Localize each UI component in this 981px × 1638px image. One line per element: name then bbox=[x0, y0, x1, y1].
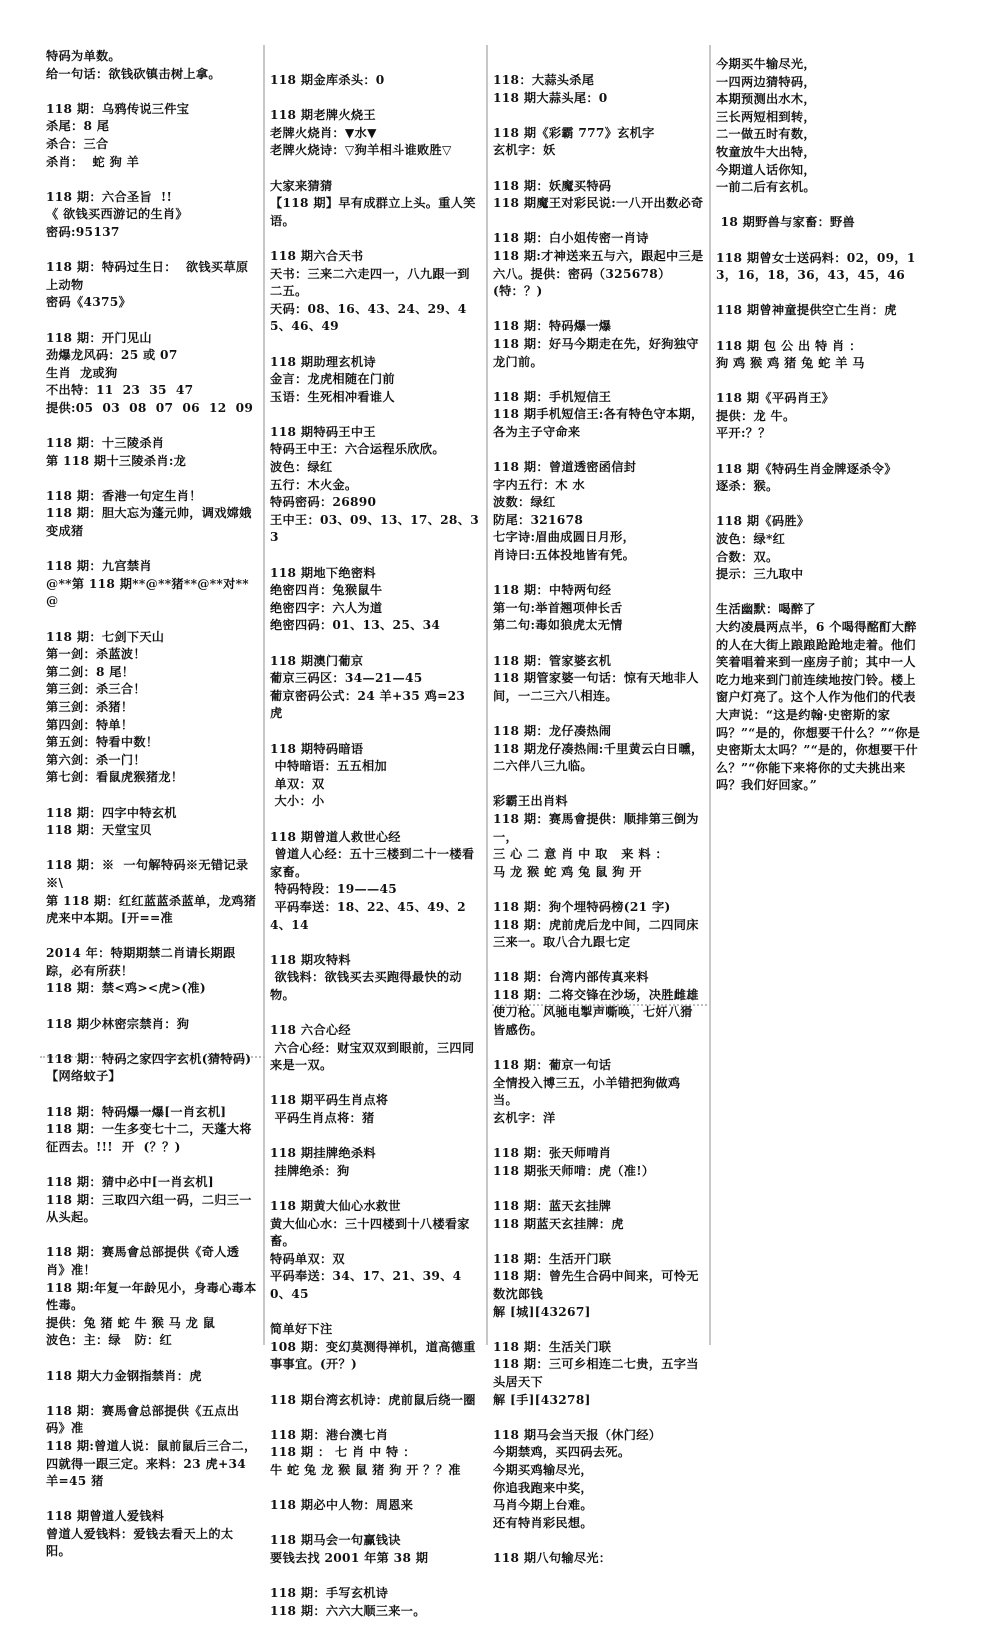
column-divider bbox=[486, 45, 488, 1345]
entry-heading: 118 期《平码肖王》 bbox=[716, 391, 835, 406]
text-entry bbox=[270, 741, 482, 811]
entry-line: 防尾：321678 bbox=[493, 512, 584, 527]
entry-heading: 118 期少林密宗禁肖：狗 bbox=[46, 1016, 190, 1031]
text-entry bbox=[493, 1251, 705, 1321]
text-entry bbox=[493, 723, 705, 776]
text-entry bbox=[493, 653, 705, 706]
entry-line: 老牌火烧肖：▼水▼ bbox=[270, 125, 377, 140]
text-entry bbox=[46, 1104, 258, 1157]
entry-heading: 118 期台湾玄机诗：虎前鼠后绕一圈 bbox=[270, 1392, 476, 1407]
entry-line: 劲爆龙风码：25 或 07 bbox=[46, 348, 178, 363]
entry-line: 马 龙 猴 蛇 鸡 兔 鼠 狗 开 bbox=[493, 864, 642, 879]
entry-line: 118 期：好马今期走在先，好狗独守龙门前。 bbox=[493, 336, 699, 369]
entry-line: 七字诗:眉曲成圆日月形， bbox=[493, 530, 636, 545]
entry-line: 老牌火烧诗：▽狗羊相斗谁败胜▽ bbox=[270, 143, 452, 158]
entry-line: 马肖今期上台难。 bbox=[493, 1498, 593, 1513]
entry-line: 波数：绿红 bbox=[493, 495, 556, 510]
entry-heading: 2014 年：特期期禁二肖请长期跟踪，必有所获！ bbox=[46, 946, 236, 978]
text-entry bbox=[270, 1022, 482, 1075]
entry-line: 118 期张天师啃：虎（准!） bbox=[493, 1163, 655, 1178]
entry-heading: 118 期：港台澳七肖 bbox=[270, 1427, 389, 1442]
entry-line: 118 期:曾道人说：鼠前鼠后三合二，四就得一跟三定。来料：23 虎+34 羊=45 猪 bbox=[46, 1438, 257, 1489]
text-entry bbox=[46, 805, 258, 840]
entry-line: 一前二后有玄机。 bbox=[716, 180, 816, 195]
entry-line: 118 期：曾先生合码中间来，可怜无数沈郎钱 bbox=[493, 1269, 699, 1301]
entry-line: 118 期大蒜头尾：0 bbox=[493, 90, 608, 105]
text-entry bbox=[716, 250, 928, 285]
entry-line: 杀肖： 蛇 狗 羊 bbox=[46, 154, 140, 169]
text-entry bbox=[46, 330, 258, 418]
entry-line: @**第 118 期**@**猪**@**对**@ bbox=[46, 576, 249, 609]
entry-line: 曾道人爱钱料：爱钱去看天上的太阳。 bbox=[46, 1526, 234, 1559]
entry-heading: 118 期曾神童提供空亡生肖：虎 bbox=[716, 303, 897, 318]
entry-line: 葡京三码区：34—21—45 bbox=[270, 671, 423, 686]
entry-heading: 118 期：六合圣旨 !! bbox=[46, 189, 173, 204]
entry-heading: 118 期：妖魔买特码 bbox=[493, 178, 612, 193]
entry-heading: 118 期：管家婆玄机 bbox=[493, 653, 612, 668]
text-entry bbox=[716, 461, 928, 496]
entry-line: 平码奉送：18、22、45、49、24、14 bbox=[270, 899, 466, 932]
entry-heading: 118 期：特码之家四字玄机(猜特码) bbox=[46, 1051, 252, 1066]
entry-line: 密码:95137 bbox=[46, 224, 120, 239]
entry-heading: 大家来猜猜 bbox=[270, 178, 333, 193]
entry-line: 118 期：赛馬會提供：顺排第三倒为一， bbox=[493, 811, 699, 844]
text-entry bbox=[46, 48, 258, 83]
entry-line: 第一剑：杀蓝波！ bbox=[46, 647, 146, 662]
entry-line: 密码《4375》 bbox=[46, 295, 132, 310]
text-entry bbox=[270, 1198, 482, 1304]
entry-heading: 118 期：曾道透密函信封 bbox=[493, 460, 637, 475]
entry-line: 不出特：11 23 35 47 bbox=[46, 383, 194, 398]
entry-line: 108 期：变幻莫测得禅机，道高德重事事宜。(开？) bbox=[270, 1339, 476, 1372]
entry-line: 今期禁鸡，买四码去死。 bbox=[493, 1445, 631, 1460]
entry-heading: 118 期《彩霸 777》玄机字 bbox=[493, 125, 655, 140]
entry-line: 中特暗语：五五相加 bbox=[270, 759, 387, 774]
entry-heading: 118 期曾道人救世心经 bbox=[270, 829, 401, 844]
entry-line: 玄机字：洋 bbox=[493, 1111, 556, 1126]
entry-line: 第 118 期十三陵杀肖:龙 bbox=[46, 453, 187, 468]
entry-line: 平码生肖点将：猪 bbox=[270, 1111, 375, 1126]
entry-heading: 118 期 包 公 出 特 肖 ： bbox=[716, 338, 862, 353]
entry-line: 肖诗曰:五体投地皆有凭。 bbox=[493, 548, 636, 563]
text-entry bbox=[270, 1497, 482, 1515]
entry-line: 解 [城][43267] bbox=[493, 1304, 591, 1319]
entry-line: 天码：08、16、43、24、29、45、46、49 bbox=[270, 301, 467, 334]
entry-heading: 118 期必中人物：周恩来 bbox=[270, 1498, 414, 1513]
entry-line: 生肖 龙或狗 bbox=[46, 365, 118, 380]
column-divider bbox=[709, 45, 711, 1345]
entry-line: 五行：木火金。 bbox=[270, 477, 358, 492]
entry-line: 单双：双 bbox=[270, 776, 325, 791]
text-entry bbox=[493, 1339, 705, 1409]
entry-line: 波色：主：绿 防：红 bbox=[46, 1333, 173, 1348]
entry-line: 葡京密码公式：24 羊+35 鸡=23 虎 bbox=[270, 688, 470, 721]
entry-line: 118 期：一生多变七十二，天蓬大将征西去。!!! 开 (？？) bbox=[46, 1122, 252, 1154]
entry-line: 天书：三来二六走四一，八九跟一到二五。 bbox=[270, 266, 470, 299]
text-entry bbox=[46, 435, 258, 470]
entry-line: 狗 鸡 猴 鸡 猪 兔 蛇 羊 马 bbox=[716, 356, 865, 371]
entry-line: 118 期：虎前虎后龙中间，二四同床三来一。取八合九跟七定 bbox=[493, 917, 699, 950]
entry-line: 118 期蓝天玄挂牌：虎 bbox=[493, 1216, 624, 1231]
entry-heading: 118 期：乌鸦传说三件宝 bbox=[46, 101, 190, 116]
entry-line: 欲钱料：欲钱买去买跑得最快的动物。 bbox=[270, 970, 462, 1002]
entry-line: 118 期魔王对彩民说:一八开出数必奇 bbox=[493, 196, 704, 211]
entry-line: 字内五行：木 水 bbox=[493, 477, 585, 492]
text-entry bbox=[493, 72, 705, 107]
entry-line: 提供：龙 牛。 bbox=[716, 408, 796, 423]
entry-heading: 118 期特码暗语 bbox=[270, 741, 364, 756]
entry-line: 特码密码：26890 bbox=[270, 495, 377, 510]
text-entry bbox=[270, 248, 482, 336]
entry-line: 提示：三九取中 bbox=[716, 567, 804, 582]
entry-line: 提供：兔 猪 蛇 牛 猴 马 龙 鼠 bbox=[46, 1315, 216, 1330]
column-1 bbox=[46, 48, 258, 1579]
entry-heading: 118 期平码生肖点将 bbox=[270, 1093, 389, 1108]
entry-heading: 特码为单数。 bbox=[46, 49, 121, 63]
entry-line: 第一句:举首翘项伸长舌 bbox=[493, 600, 623, 615]
entry-line: 平码奉送：34、17、21、39、40、45 bbox=[270, 1269, 462, 1301]
entry-line: 三 心 二 意 肖 中 取 来 料 ： bbox=[493, 847, 668, 862]
entry-heading: 118 期：※ 一句解特码※无错记录※\ bbox=[46, 858, 249, 890]
entry-line: 118 期：胆大忘为蓬元帅，调戏嫦娥变成猪 bbox=[46, 506, 252, 539]
entry-heading: 118 期：蓝天玄挂牌 bbox=[493, 1199, 612, 1213]
entry-line: 曾道人心经：五十三楼到二十一楼看家畜。 bbox=[270, 847, 475, 879]
text-entry bbox=[46, 1016, 258, 1034]
entry-line: 第 118 期：红红蓝蓝杀蓝单，龙鸡猪虎来中本期。[开==准 bbox=[46, 893, 257, 926]
text-entry bbox=[270, 1427, 482, 1480]
entry-line: 波色：绿红 bbox=[270, 460, 333, 475]
text-entry bbox=[493, 1427, 705, 1533]
entry-heading: 118 期：白小姐传密一肖诗 bbox=[493, 231, 649, 246]
entry-heading: 118 期：九宫禁肖 bbox=[46, 559, 152, 574]
entry-line: 绝密四码：01、13、25、34 bbox=[270, 618, 441, 633]
entry-line: 【118 期】早有成群立上头。重人笑语。 bbox=[270, 196, 476, 228]
entry-heading: 118 期澳门葡京 bbox=[270, 653, 364, 668]
entry-heading: 118 期：十三陵杀肖 bbox=[46, 436, 165, 451]
entry-line: 大小：小 bbox=[270, 794, 325, 809]
text-entry bbox=[493, 969, 705, 1039]
text-entry bbox=[46, 1403, 258, 1491]
column-divider bbox=[263, 45, 265, 1345]
entry-heading: 118 期：葡京一句话 bbox=[493, 1058, 612, 1073]
entry-heading: 118 期地下绝密料 bbox=[270, 565, 376, 580]
text-entry bbox=[46, 189, 258, 242]
entry-heading: 118 期黄大仙心水救世 bbox=[270, 1199, 401, 1213]
text-entry bbox=[270, 1145, 482, 1180]
entry-heading: 118 期六合天书 bbox=[270, 248, 364, 263]
entry-line: 【网络蚊子】 bbox=[46, 1069, 121, 1084]
entry-heading: 118 期：香港一句定生肖！ bbox=[46, 488, 202, 503]
entry-line: 特码王中王：六合运程乐欣欣。 bbox=[270, 442, 445, 457]
text-entry bbox=[270, 1392, 482, 1410]
text-entry bbox=[716, 601, 928, 795]
entry-heading: 118 六合心经 bbox=[270, 1023, 351, 1038]
text-entry bbox=[716, 302, 928, 320]
entry-line: 118 期手机短信王:各有特色守本期，各为主子守命来 bbox=[493, 407, 704, 439]
entry-line: 今期买鸡输尽光， bbox=[493, 1462, 593, 1477]
entry-heading: 118 期：赛馬會总部提供《五点出码》准 bbox=[46, 1403, 240, 1436]
text-entry bbox=[46, 857, 258, 927]
text-entry bbox=[270, 1532, 482, 1567]
entry-line: 118 期：三可乡相连二七贵，五字当头居天下 bbox=[493, 1357, 699, 1389]
entry-heading: 118 期马会一句赢钱诀 bbox=[270, 1533, 401, 1548]
text-entry bbox=[46, 259, 258, 312]
text-entry bbox=[493, 125, 705, 160]
text-entry bbox=[46, 488, 258, 541]
text-entry bbox=[270, 1321, 482, 1374]
text-entry bbox=[270, 653, 482, 723]
entry-line: 118 期：六六大顺三来一。 bbox=[270, 1603, 426, 1618]
entry-line: 你追我跑来中奖， bbox=[493, 1480, 593, 1495]
text-entry bbox=[716, 214, 928, 232]
column-2 bbox=[270, 72, 482, 1638]
text-entry bbox=[270, 829, 482, 935]
entry-line: 118 期：三取四六组一码，二归三一从头起。 bbox=[46, 1192, 252, 1225]
column-3 bbox=[493, 72, 705, 1585]
entry-line: 解 [手][43278] bbox=[493, 1392, 591, 1407]
entry-heading: 118 期攻特料 bbox=[270, 952, 351, 967]
text-entry bbox=[46, 1368, 258, 1386]
entry-line: 118 期龙仔凑热闹:千里黄云白日曛，二六伴八三九临。 bbox=[493, 741, 704, 774]
text-entry bbox=[493, 1550, 705, 1568]
text-entry bbox=[46, 1508, 258, 1561]
entry-line: 118 期：禁<鸡><虎>(准) bbox=[46, 981, 206, 996]
entry-line: 玄机字：妖 bbox=[493, 143, 556, 158]
entry-heading: 118 期大力金钢指禁肖：虎 bbox=[46, 1368, 202, 1383]
text-entry bbox=[46, 1244, 258, 1350]
entry-line: 三长两短相到转， bbox=[716, 109, 816, 124]
entry-line: 王中王：03、09、13、17、28、33 bbox=[270, 512, 479, 545]
text-entry bbox=[493, 899, 705, 952]
entry-line: 挂牌绝杀：狗 bbox=[270, 1163, 350, 1178]
entry-line: 提供:05 03 08 07 06 12 09 bbox=[46, 400, 254, 415]
entry-line: 第二剑：8 尾！ bbox=[46, 664, 135, 679]
entry-heading: 118 期金库杀头：0 bbox=[270, 73, 385, 87]
text-entry bbox=[46, 558, 258, 611]
entry-heading: 118 期：台湾内部传真来料 bbox=[493, 970, 649, 985]
entry-heading: 118 期曾女士送码料：02，09，13，16，18，36，43，45，46 bbox=[716, 250, 916, 283]
entry-line: 118 期:才神送来五与六，跟起中三是六八。提供：密码（325678）(特：？) bbox=[493, 248, 704, 299]
text-entry bbox=[270, 178, 482, 231]
text-entry bbox=[493, 389, 705, 442]
text-entry bbox=[270, 424, 482, 547]
entry-line: 杀尾：8 尾 bbox=[46, 119, 110, 134]
entry-line: 第五剑：特看中数！ bbox=[46, 735, 159, 750]
text-entry bbox=[270, 1585, 482, 1620]
entry-heading: 118 期：赛馬會总部提供《奇人透肖》准！ bbox=[46, 1245, 240, 1277]
entry-heading: 118 期：手写玄机诗 bbox=[270, 1586, 389, 1601]
entry-line: 牧童放牛大出特， bbox=[716, 144, 816, 159]
entry-line: 特码单双：双 bbox=[270, 1251, 345, 1266]
entry-line: 第四剑：特单！ bbox=[46, 717, 134, 732]
entry-line: 牛 蛇 兔 龙 猴 鼠 猪 狗 开 ？？准 bbox=[270, 1462, 461, 1477]
entry-line: 118 期 ： 七 肖 中 特 ： bbox=[270, 1445, 416, 1460]
entry-heading: 118 期：生活开门联 bbox=[493, 1251, 612, 1266]
entry-line: 六合心经：财宝双双到眼前，三四同来是一双。 bbox=[270, 1040, 475, 1073]
entry-heading: 18 期野兽与家畜：野兽 bbox=[716, 215, 856, 230]
entry-line: 第三剑：杀猪！ bbox=[46, 699, 134, 714]
entry-line: 第七剑：看鼠虎猴猪龙！ bbox=[46, 770, 184, 785]
entry-heading: 118 期特码王中王 bbox=[270, 424, 376, 439]
entry-line: 绝密四肖：兔猴鼠牛 bbox=[270, 583, 383, 598]
entry-line: 还有特肖彩民想。 bbox=[493, 1515, 593, 1530]
text-entry bbox=[493, 459, 705, 565]
entry-heading: 118 期：猜中必中[一肖玄机] bbox=[46, 1175, 214, 1189]
text-entry bbox=[493, 1057, 705, 1127]
text-entry bbox=[270, 565, 482, 635]
entry-heading: 118 期：手机短信王 bbox=[493, 389, 612, 404]
entry-heading: 今期买牛输尽光， bbox=[716, 57, 816, 71]
text-entry bbox=[716, 390, 928, 443]
text-entry bbox=[493, 582, 705, 635]
entry-heading: 118 期：开门见山 bbox=[46, 330, 152, 345]
entry-line: 第六剑：杀一门！ bbox=[46, 752, 146, 767]
entry-heading: 118 期马会当天报（休门经） bbox=[493, 1427, 662, 1442]
text-entry bbox=[493, 318, 705, 371]
entry-heading: 118 期：四字中特玄机 bbox=[46, 805, 177, 820]
entry-line: 合数：双。 bbox=[716, 549, 779, 564]
entry-line: 一四两边猜特码， bbox=[716, 74, 816, 89]
text-entry bbox=[716, 513, 928, 583]
entry-line: 《 欲钱买西游记的生肖》 bbox=[46, 207, 188, 222]
entry-line: 平开:？？ bbox=[716, 426, 771, 441]
text-entry bbox=[46, 945, 258, 998]
entry-heading: 118 期：特码爆一爆[一肖玄机] bbox=[46, 1104, 227, 1119]
entry-line: 黄大仙心水：三十四楼到十八楼看家畜。 bbox=[270, 1216, 470, 1249]
entry-line: 118 期：二将交锋在沙场，决胜雌雄使刀枪。风驰电掣声嘶唤，七奸八猾皆感伤。 bbox=[493, 987, 699, 1038]
text-entry bbox=[46, 629, 258, 787]
column-4 bbox=[716, 56, 928, 813]
text-entry bbox=[270, 107, 482, 160]
text-entry bbox=[716, 56, 928, 197]
entry-line: 本期预测出水木， bbox=[716, 92, 816, 107]
entry-heading: 118 期：特码过生日： 欲钱买草原上动物 bbox=[46, 260, 249, 292]
entry-line: 杀合：三合 bbox=[46, 136, 109, 151]
text-entry bbox=[46, 1051, 258, 1086]
entry-heading: 生活幽默：喝醉了 bbox=[716, 602, 816, 617]
entry-line: 第二句:毒如狼虎太无情 bbox=[493, 618, 623, 633]
entry-line: 逐杀：猴。 bbox=[716, 479, 779, 494]
entry-heading: 118 期：特码爆一爆 bbox=[493, 319, 612, 334]
entry-heading: 118 期：龙仔凑热闹 bbox=[493, 723, 612, 738]
text-entry bbox=[270, 354, 482, 407]
entry-heading: 简单好下注 bbox=[270, 1322, 333, 1337]
entry-line: 绝密四字：六人为道 bbox=[270, 600, 383, 615]
text-entry bbox=[493, 1145, 705, 1180]
entry-heading: 118 期：狗个埋特码榜(21 字) bbox=[493, 899, 671, 914]
entry-heading: 118 期老牌火烧王 bbox=[270, 108, 376, 123]
entry-line: 118 期:年复一年龄见小，身毒心毒本性毒。 bbox=[46, 1280, 257, 1313]
entry-heading: 118 期《特码生肖金牌逐杀令》 bbox=[716, 461, 897, 476]
entry-line: 波色：绿*红 bbox=[716, 532, 786, 547]
text-entry bbox=[716, 338, 928, 373]
entry-line: 玉语：生死相冲看谁人 bbox=[270, 389, 395, 404]
text-entry bbox=[270, 72, 482, 90]
entry-line: 要钱去找 2001 年第 38 期 bbox=[270, 1550, 429, 1565]
entry-heading: 118：大蒜头杀尾 bbox=[493, 73, 595, 87]
entry-heading: 118 期：生活关门联 bbox=[493, 1339, 612, 1354]
entry-line: 金言：龙虎相随在门前 bbox=[270, 372, 395, 387]
entry-heading: 118 期《码胜》 bbox=[716, 514, 810, 529]
entry-heading: 118 期曾道人爱钱料 bbox=[46, 1509, 165, 1524]
text-entry bbox=[493, 1198, 705, 1233]
entry-heading: 118 期：七剑下天山 bbox=[46, 629, 165, 644]
text-entry bbox=[493, 178, 705, 213]
entry-line: 二一做五时有数， bbox=[716, 127, 816, 142]
entry-heading: 118 期助理玄机诗 bbox=[270, 354, 376, 369]
text-entry bbox=[493, 793, 705, 881]
text-entry bbox=[270, 952, 482, 1005]
entry-line: 118 期管家婆一句话：惊有天地非人间，一二三六八相连。 bbox=[493, 671, 699, 703]
entry-heading: 118 期挂牌绝杀料 bbox=[270, 1146, 376, 1161]
entry-line: 特码特段：19——45 bbox=[270, 882, 398, 897]
entry-line: 大约凌晨两点半，6 个喝得酩酊大醉的人在大街上踉踉跄跄地走着。他们笑着唱着来到一座房子前；其中一人吃力地来到门前连续地按门铃。楼上窗户灯亮了。这个人作为他们的代表大声说：“这是约翰·史密斯的家吗？”“是的，你想要干什么？”“你是史密斯太太吗？”“是的，你想要干什么？”“你能下来将你的丈夫挑出来吗？我们好回家。” bbox=[716, 620, 921, 793]
entry-line: 全情投入博三五，小羊错把狗做鸡当。 bbox=[493, 1075, 681, 1108]
entry-heading: 118 期：中特两句经 bbox=[493, 583, 612, 598]
entry-line: 给一句话：欲钱砍镇击树上拿。 bbox=[46, 66, 221, 81]
entry-line: 今期道人话你知， bbox=[716, 162, 816, 177]
entry-heading: 118 期：张天师啃肖 bbox=[493, 1146, 612, 1161]
text-entry bbox=[270, 1092, 482, 1127]
text-entry bbox=[46, 101, 258, 171]
text-entry bbox=[493, 230, 705, 300]
entry-line: 118 期：天堂宝贝 bbox=[46, 823, 152, 838]
entry-heading: 118 期八句输尽光： bbox=[493, 1550, 612, 1565]
entry-line: 第三剑：杀三合！ bbox=[46, 682, 146, 697]
entry-heading: 彩霸王出肖料 bbox=[493, 794, 568, 809]
text-entry bbox=[46, 1174, 258, 1227]
